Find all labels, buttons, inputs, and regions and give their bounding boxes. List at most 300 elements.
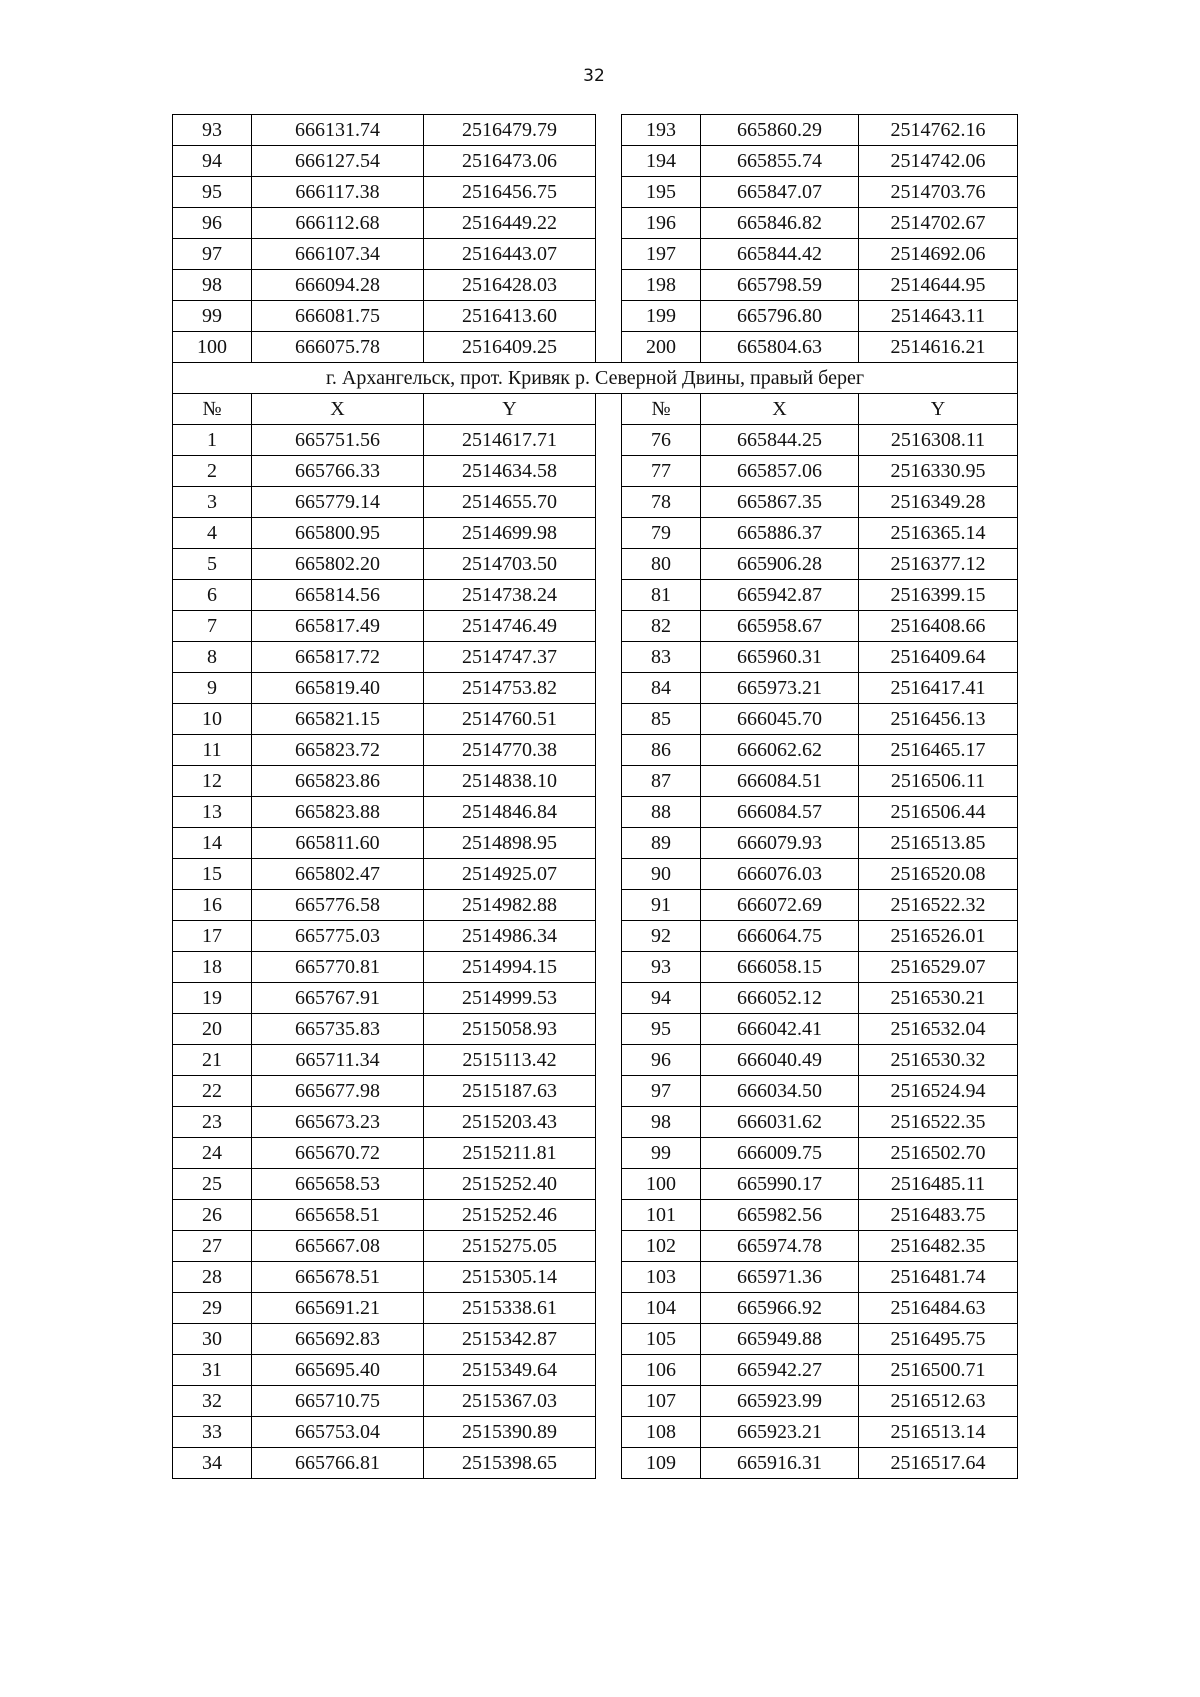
right-y-value-cell: 2516330.95 bbox=[859, 456, 1018, 487]
table-row bbox=[173, 828, 1018, 859]
right-x-value-cell: 665958.67 bbox=[701, 611, 859, 642]
table-row bbox=[173, 487, 1018, 518]
left-x-value-cell: 665819.40 bbox=[252, 673, 424, 704]
left-x-value-cell: 665695.40 bbox=[252, 1355, 424, 1386]
table-row bbox=[173, 1355, 1018, 1386]
column-gap bbox=[596, 1262, 622, 1293]
left-x-value-cell: 665814.56 bbox=[252, 580, 424, 611]
column-gap bbox=[596, 1138, 622, 1169]
table-row bbox=[173, 177, 1018, 208]
column-gap bbox=[596, 859, 622, 890]
left-point-number-cell: 30 bbox=[173, 1324, 252, 1355]
right-point-number-cell: 105 bbox=[622, 1324, 701, 1355]
left-point-number-cell: 4 bbox=[173, 518, 252, 549]
left-y-value-cell: 2516449.22 bbox=[424, 208, 596, 239]
left-point-number-cell: 34 bbox=[173, 1448, 252, 1479]
right-point-number-cell: 98 bbox=[622, 1107, 701, 1138]
right-point-number-cell: 90 bbox=[622, 859, 701, 890]
column-gap bbox=[596, 1076, 622, 1107]
column-gap bbox=[596, 642, 622, 673]
right-y-value-cell: 2514644.95 bbox=[859, 270, 1018, 301]
column-gap bbox=[596, 735, 622, 766]
right-x-value-cell: 665860.29 bbox=[701, 115, 859, 146]
table-row bbox=[173, 1200, 1018, 1231]
right-x-value-cell: 666084.51 bbox=[701, 766, 859, 797]
right-y-value-cell: 2516524.94 bbox=[859, 1076, 1018, 1107]
right-point-number-cell: 96 bbox=[622, 1045, 701, 1076]
right-y-value-cell: 2516485.11 bbox=[859, 1169, 1018, 1200]
right-y-value-cell: 2516513.85 bbox=[859, 828, 1018, 859]
table-row bbox=[173, 642, 1018, 673]
left-point-number-cell: 17 bbox=[173, 921, 252, 952]
right-x-value-cell: 666040.49 bbox=[701, 1045, 859, 1076]
left-x-value-cell: 665766.33 bbox=[252, 456, 424, 487]
left-y-value-cell: 2516413.60 bbox=[424, 301, 596, 332]
left-point-number-cell: 14 bbox=[173, 828, 252, 859]
table-row bbox=[173, 766, 1018, 797]
right-point-number-cell: 198 bbox=[622, 270, 701, 301]
left-x-value-cell: 665710.75 bbox=[252, 1386, 424, 1417]
right-x-value-cell: 665982.56 bbox=[701, 1200, 859, 1231]
column-gap bbox=[596, 673, 622, 704]
right-point-number-cell: 84 bbox=[622, 673, 701, 704]
right-point-number-cell: 193 bbox=[622, 115, 701, 146]
left-point-number-cell: 13 bbox=[173, 797, 252, 828]
table-row bbox=[173, 208, 1018, 239]
left-y-value-cell: 2514994.15 bbox=[424, 952, 596, 983]
left-x-value-cell: 665766.81 bbox=[252, 1448, 424, 1479]
left-y-value-cell: 2515367.03 bbox=[424, 1386, 596, 1417]
left-point-number-cell: 25 bbox=[173, 1169, 252, 1200]
section-title: г. Архангельск, прот. Кривяк р. Северной Двины, правый берег bbox=[173, 363, 1018, 394]
right-y-value-cell: 2516513.14 bbox=[859, 1417, 1018, 1448]
right-y-value-cell: 2514616.21 bbox=[859, 332, 1018, 363]
left-x-value-cell: 665823.86 bbox=[252, 766, 424, 797]
header-x-left: X bbox=[252, 394, 424, 425]
right-y-value-cell: 2516530.21 bbox=[859, 983, 1018, 1014]
right-point-number-cell: 76 bbox=[622, 425, 701, 456]
right-y-value-cell: 2516399.15 bbox=[859, 580, 1018, 611]
right-y-value-cell: 2516530.32 bbox=[859, 1045, 1018, 1076]
right-x-value-cell: 666052.12 bbox=[701, 983, 859, 1014]
left-y-value-cell: 2514699.98 bbox=[424, 518, 596, 549]
top-rows-block bbox=[173, 115, 1018, 363]
right-y-value-cell: 2514702.67 bbox=[859, 208, 1018, 239]
table-row bbox=[173, 1448, 1018, 1479]
table-row bbox=[173, 1324, 1018, 1355]
left-x-value-cell: 665770.81 bbox=[252, 952, 424, 983]
right-y-value-cell: 2516408.66 bbox=[859, 611, 1018, 642]
left-point-number-cell: 10 bbox=[173, 704, 252, 735]
table-row bbox=[173, 549, 1018, 580]
table-row bbox=[173, 1231, 1018, 1262]
right-x-value-cell: 665923.21 bbox=[701, 1417, 859, 1448]
right-point-number-cell: 108 bbox=[622, 1417, 701, 1448]
left-point-number-cell: 15 bbox=[173, 859, 252, 890]
table-row bbox=[173, 1262, 1018, 1293]
column-gap bbox=[596, 239, 622, 270]
right-x-value-cell: 666034.50 bbox=[701, 1076, 859, 1107]
left-x-value-cell: 665751.56 bbox=[252, 425, 424, 456]
left-x-value-cell: 665670.72 bbox=[252, 1138, 424, 1169]
left-x-value-cell: 666131.74 bbox=[252, 115, 424, 146]
column-gap bbox=[596, 1386, 622, 1417]
left-y-value-cell: 2515349.64 bbox=[424, 1355, 596, 1386]
left-x-value-cell: 665817.49 bbox=[252, 611, 424, 642]
right-x-value-cell: 666058.15 bbox=[701, 952, 859, 983]
table-row bbox=[173, 301, 1018, 332]
right-x-value-cell: 665966.92 bbox=[701, 1293, 859, 1324]
right-y-value-cell: 2516506.11 bbox=[859, 766, 1018, 797]
left-x-value-cell: 666112.68 bbox=[252, 208, 424, 239]
right-point-number-cell: 85 bbox=[622, 704, 701, 735]
left-point-number-cell: 22 bbox=[173, 1076, 252, 1107]
right-point-number-cell: 102 bbox=[622, 1231, 701, 1262]
left-y-value-cell: 2515113.42 bbox=[424, 1045, 596, 1076]
left-y-value-cell: 2514746.49 bbox=[424, 611, 596, 642]
table-row bbox=[173, 1169, 1018, 1200]
left-y-value-cell: 2514655.70 bbox=[424, 487, 596, 518]
column-gap bbox=[596, 270, 622, 301]
table-row bbox=[173, 611, 1018, 642]
header-number-right: № bbox=[622, 394, 701, 425]
right-y-value-cell: 2516502.70 bbox=[859, 1138, 1018, 1169]
column-gap bbox=[596, 797, 622, 828]
left-y-value-cell: 2515275.05 bbox=[424, 1231, 596, 1262]
left-x-value-cell: 665735.83 bbox=[252, 1014, 424, 1045]
left-y-value-cell: 2514617.71 bbox=[424, 425, 596, 456]
table-row bbox=[173, 797, 1018, 828]
left-point-number-cell: 94 bbox=[173, 146, 252, 177]
right-y-value-cell: 2516481.74 bbox=[859, 1262, 1018, 1293]
right-point-number-cell: 95 bbox=[622, 1014, 701, 1045]
right-point-number-cell: 200 bbox=[622, 332, 701, 363]
left-y-value-cell: 2515252.40 bbox=[424, 1169, 596, 1200]
left-x-value-cell: 665658.51 bbox=[252, 1200, 424, 1231]
right-y-value-cell: 2516409.64 bbox=[859, 642, 1018, 673]
right-y-value-cell: 2516520.08 bbox=[859, 859, 1018, 890]
right-y-value-cell: 2516465.17 bbox=[859, 735, 1018, 766]
left-y-value-cell: 2516473.06 bbox=[424, 146, 596, 177]
right-y-value-cell: 2516522.32 bbox=[859, 890, 1018, 921]
left-point-number-cell: 29 bbox=[173, 1293, 252, 1324]
right-point-number-cell: 109 bbox=[622, 1448, 701, 1479]
column-gap bbox=[596, 890, 622, 921]
left-y-value-cell: 2514753.82 bbox=[424, 673, 596, 704]
right-point-number-cell: 87 bbox=[622, 766, 701, 797]
table-row bbox=[173, 1014, 1018, 1045]
left-point-number-cell: 95 bbox=[173, 177, 252, 208]
table-row bbox=[173, 1293, 1018, 1324]
right-y-value-cell: 2514742.06 bbox=[859, 146, 1018, 177]
right-y-value-cell: 2514643.11 bbox=[859, 301, 1018, 332]
right-y-value-cell: 2516529.07 bbox=[859, 952, 1018, 983]
right-y-value-cell: 2516417.41 bbox=[859, 673, 1018, 704]
right-x-value-cell: 665844.42 bbox=[701, 239, 859, 270]
left-x-value-cell: 665817.72 bbox=[252, 642, 424, 673]
table-row bbox=[173, 983, 1018, 1014]
left-y-value-cell: 2515211.81 bbox=[424, 1138, 596, 1169]
column-gap bbox=[596, 611, 622, 642]
left-y-value-cell: 2515058.93 bbox=[424, 1014, 596, 1045]
left-point-number-cell: 32 bbox=[173, 1386, 252, 1417]
right-y-value-cell: 2516483.75 bbox=[859, 1200, 1018, 1231]
left-point-number-cell: 7 bbox=[173, 611, 252, 642]
left-point-number-cell: 1 bbox=[173, 425, 252, 456]
right-x-value-cell: 665923.99 bbox=[701, 1386, 859, 1417]
right-point-number-cell: 103 bbox=[622, 1262, 701, 1293]
column-gap bbox=[596, 766, 622, 797]
column-gap bbox=[596, 549, 622, 580]
column-gap bbox=[596, 1417, 622, 1448]
right-x-value-cell: 666079.93 bbox=[701, 828, 859, 859]
right-point-number-cell: 196 bbox=[622, 208, 701, 239]
table-row bbox=[173, 921, 1018, 952]
left-x-value-cell: 665811.60 bbox=[252, 828, 424, 859]
left-point-number-cell: 9 bbox=[173, 673, 252, 704]
column-gap bbox=[596, 921, 622, 952]
column-gap bbox=[596, 1293, 622, 1324]
column-gap bbox=[596, 952, 622, 983]
right-x-value-cell: 665942.27 bbox=[701, 1355, 859, 1386]
column-gap bbox=[596, 115, 622, 146]
column-gap bbox=[596, 1107, 622, 1138]
left-point-number-cell: 24 bbox=[173, 1138, 252, 1169]
right-point-number-cell: 78 bbox=[622, 487, 701, 518]
left-y-value-cell: 2514703.50 bbox=[424, 549, 596, 580]
left-y-value-cell: 2515305.14 bbox=[424, 1262, 596, 1293]
right-x-value-cell: 665798.59 bbox=[701, 270, 859, 301]
right-y-value-cell: 2516349.28 bbox=[859, 487, 1018, 518]
table-row bbox=[173, 425, 1018, 456]
left-x-value-cell: 665767.91 bbox=[252, 983, 424, 1014]
coordinate-rows-block bbox=[173, 425, 1018, 1479]
right-y-value-cell: 2516517.64 bbox=[859, 1448, 1018, 1479]
left-point-number-cell: 33 bbox=[173, 1417, 252, 1448]
right-x-value-cell: 666084.57 bbox=[701, 797, 859, 828]
right-point-number-cell: 99 bbox=[622, 1138, 701, 1169]
left-point-number-cell: 100 bbox=[173, 332, 252, 363]
table-row bbox=[173, 704, 1018, 735]
right-x-value-cell: 665867.35 bbox=[701, 487, 859, 518]
table-row bbox=[173, 673, 1018, 704]
column-gap bbox=[596, 1324, 622, 1355]
right-y-value-cell: 2516482.35 bbox=[859, 1231, 1018, 1262]
right-point-number-cell: 94 bbox=[622, 983, 701, 1014]
header-y-right: Y bbox=[859, 394, 1018, 425]
left-point-number-cell: 96 bbox=[173, 208, 252, 239]
right-x-value-cell: 665804.63 bbox=[701, 332, 859, 363]
right-point-number-cell: 77 bbox=[622, 456, 701, 487]
right-x-value-cell: 666072.69 bbox=[701, 890, 859, 921]
section-title-row bbox=[173, 363, 1018, 394]
right-point-number-cell: 107 bbox=[622, 1386, 701, 1417]
left-y-value-cell: 2514986.34 bbox=[424, 921, 596, 952]
right-x-value-cell: 666031.62 bbox=[701, 1107, 859, 1138]
table-row bbox=[173, 239, 1018, 270]
right-x-value-cell: 665974.78 bbox=[701, 1231, 859, 1262]
right-x-value-cell: 665855.74 bbox=[701, 146, 859, 177]
right-y-value-cell: 2516532.04 bbox=[859, 1014, 1018, 1045]
right-point-number-cell: 197 bbox=[622, 239, 701, 270]
right-y-value-cell: 2514692.06 bbox=[859, 239, 1018, 270]
right-point-number-cell: 79 bbox=[622, 518, 701, 549]
right-x-value-cell: 665844.25 bbox=[701, 425, 859, 456]
column-gap bbox=[596, 1231, 622, 1262]
column-gap bbox=[596, 828, 622, 859]
table-row bbox=[173, 890, 1018, 921]
right-point-number-cell: 93 bbox=[622, 952, 701, 983]
left-y-value-cell: 2514925.07 bbox=[424, 859, 596, 890]
right-x-value-cell: 665847.07 bbox=[701, 177, 859, 208]
left-x-value-cell: 666075.78 bbox=[252, 332, 424, 363]
left-x-value-cell: 665691.21 bbox=[252, 1293, 424, 1324]
column-gap bbox=[596, 1045, 622, 1076]
column-gap bbox=[596, 704, 622, 735]
column-gap bbox=[596, 177, 622, 208]
column-gap bbox=[596, 456, 622, 487]
right-x-value-cell: 665942.87 bbox=[701, 580, 859, 611]
right-x-value-cell: 666064.75 bbox=[701, 921, 859, 952]
right-point-number-cell: 83 bbox=[622, 642, 701, 673]
column-gap bbox=[596, 487, 622, 518]
left-y-value-cell: 2515252.46 bbox=[424, 1200, 596, 1231]
table-row bbox=[173, 735, 1018, 766]
left-x-value-cell: 665779.14 bbox=[252, 487, 424, 518]
right-point-number-cell: 97 bbox=[622, 1076, 701, 1107]
right-x-value-cell: 666062.62 bbox=[701, 735, 859, 766]
right-point-number-cell: 89 bbox=[622, 828, 701, 859]
right-point-number-cell: 106 bbox=[622, 1355, 701, 1386]
left-x-value-cell: 665775.03 bbox=[252, 921, 424, 952]
left-y-value-cell: 2515338.61 bbox=[424, 1293, 596, 1324]
right-y-value-cell: 2516506.44 bbox=[859, 797, 1018, 828]
left-point-number-cell: 97 bbox=[173, 239, 252, 270]
column-gap bbox=[596, 580, 622, 611]
left-point-number-cell: 28 bbox=[173, 1262, 252, 1293]
table-row bbox=[173, 1417, 1018, 1448]
left-y-value-cell: 2515187.63 bbox=[424, 1076, 596, 1107]
left-x-value-cell: 666081.75 bbox=[252, 301, 424, 332]
left-point-number-cell: 11 bbox=[173, 735, 252, 766]
right-x-value-cell: 665796.80 bbox=[701, 301, 859, 332]
left-point-number-cell: 93 bbox=[173, 115, 252, 146]
left-point-number-cell: 5 bbox=[173, 549, 252, 580]
right-x-value-cell: 665916.31 bbox=[701, 1448, 859, 1479]
left-x-value-cell: 665677.98 bbox=[252, 1076, 424, 1107]
right-x-value-cell: 665906.28 bbox=[701, 549, 859, 580]
right-point-number-cell: 100 bbox=[622, 1169, 701, 1200]
column-gap bbox=[596, 1448, 622, 1479]
table-row bbox=[173, 1107, 1018, 1138]
column-gap bbox=[596, 518, 622, 549]
left-y-value-cell: 2514770.38 bbox=[424, 735, 596, 766]
table-row bbox=[173, 1076, 1018, 1107]
right-y-value-cell: 2516526.01 bbox=[859, 921, 1018, 952]
left-x-value-cell: 665823.88 bbox=[252, 797, 424, 828]
left-point-number-cell: 26 bbox=[173, 1200, 252, 1231]
table-row bbox=[173, 115, 1018, 146]
left-x-value-cell: 665692.83 bbox=[252, 1324, 424, 1355]
table-row bbox=[173, 952, 1018, 983]
right-x-value-cell: 665886.37 bbox=[701, 518, 859, 549]
left-y-value-cell: 2516443.07 bbox=[424, 239, 596, 270]
section-block bbox=[173, 363, 1018, 425]
left-y-value-cell: 2514999.53 bbox=[424, 983, 596, 1014]
left-x-value-cell: 665802.20 bbox=[252, 549, 424, 580]
left-y-value-cell: 2516409.25 bbox=[424, 332, 596, 363]
right-point-number-cell: 91 bbox=[622, 890, 701, 921]
right-point-number-cell: 86 bbox=[622, 735, 701, 766]
left-x-value-cell: 665823.72 bbox=[252, 735, 424, 766]
right-point-number-cell: 88 bbox=[622, 797, 701, 828]
right-x-value-cell: 665960.31 bbox=[701, 642, 859, 673]
column-gap bbox=[596, 146, 622, 177]
left-x-value-cell: 666127.54 bbox=[252, 146, 424, 177]
right-point-number-cell: 80 bbox=[622, 549, 701, 580]
column-gap bbox=[596, 332, 622, 363]
left-y-value-cell: 2515390.89 bbox=[424, 1417, 596, 1448]
left-point-number-cell: 16 bbox=[173, 890, 252, 921]
right-x-value-cell: 666076.03 bbox=[701, 859, 859, 890]
right-y-value-cell: 2516512.63 bbox=[859, 1386, 1018, 1417]
column-gap bbox=[596, 301, 622, 332]
column-gap bbox=[596, 1014, 622, 1045]
column-gap bbox=[596, 208, 622, 239]
left-point-number-cell: 2 bbox=[173, 456, 252, 487]
right-y-value-cell: 2516495.75 bbox=[859, 1324, 1018, 1355]
left-point-number-cell: 21 bbox=[173, 1045, 252, 1076]
right-point-number-cell: 101 bbox=[622, 1200, 701, 1231]
column-gap bbox=[596, 1169, 622, 1200]
left-x-value-cell: 665821.15 bbox=[252, 704, 424, 735]
left-point-number-cell: 12 bbox=[173, 766, 252, 797]
right-point-number-cell: 82 bbox=[622, 611, 701, 642]
right-y-value-cell: 2516308.11 bbox=[859, 425, 1018, 456]
table-row bbox=[173, 518, 1018, 549]
table-row bbox=[173, 859, 1018, 890]
left-point-number-cell: 20 bbox=[173, 1014, 252, 1045]
right-y-value-cell: 2516365.14 bbox=[859, 518, 1018, 549]
right-x-value-cell: 665949.88 bbox=[701, 1324, 859, 1355]
coordinates-table bbox=[172, 114, 1018, 1479]
right-point-number-cell: 195 bbox=[622, 177, 701, 208]
column-gap bbox=[596, 394, 622, 425]
left-x-value-cell: 665673.23 bbox=[252, 1107, 424, 1138]
table-row bbox=[173, 580, 1018, 611]
right-y-value-cell: 2516377.12 bbox=[859, 549, 1018, 580]
left-y-value-cell: 2515203.43 bbox=[424, 1107, 596, 1138]
left-point-number-cell: 31 bbox=[173, 1355, 252, 1386]
left-x-value-cell: 665776.58 bbox=[252, 890, 424, 921]
column-gap bbox=[596, 425, 622, 456]
column-gap bbox=[596, 1355, 622, 1386]
right-x-value-cell: 665971.36 bbox=[701, 1262, 859, 1293]
right-x-value-cell: 666042.41 bbox=[701, 1014, 859, 1045]
right-y-value-cell: 2516500.71 bbox=[859, 1355, 1018, 1386]
left-y-value-cell: 2514846.84 bbox=[424, 797, 596, 828]
right-point-number-cell: 81 bbox=[622, 580, 701, 611]
left-point-number-cell: 8 bbox=[173, 642, 252, 673]
left-y-value-cell: 2516479.79 bbox=[424, 115, 596, 146]
header-number-left: № bbox=[173, 394, 252, 425]
left-y-value-cell: 2514747.37 bbox=[424, 642, 596, 673]
left-point-number-cell: 98 bbox=[173, 270, 252, 301]
right-x-value-cell: 665846.82 bbox=[701, 208, 859, 239]
left-point-number-cell: 23 bbox=[173, 1107, 252, 1138]
left-point-number-cell: 3 bbox=[173, 487, 252, 518]
right-x-value-cell: 665973.21 bbox=[701, 673, 859, 704]
